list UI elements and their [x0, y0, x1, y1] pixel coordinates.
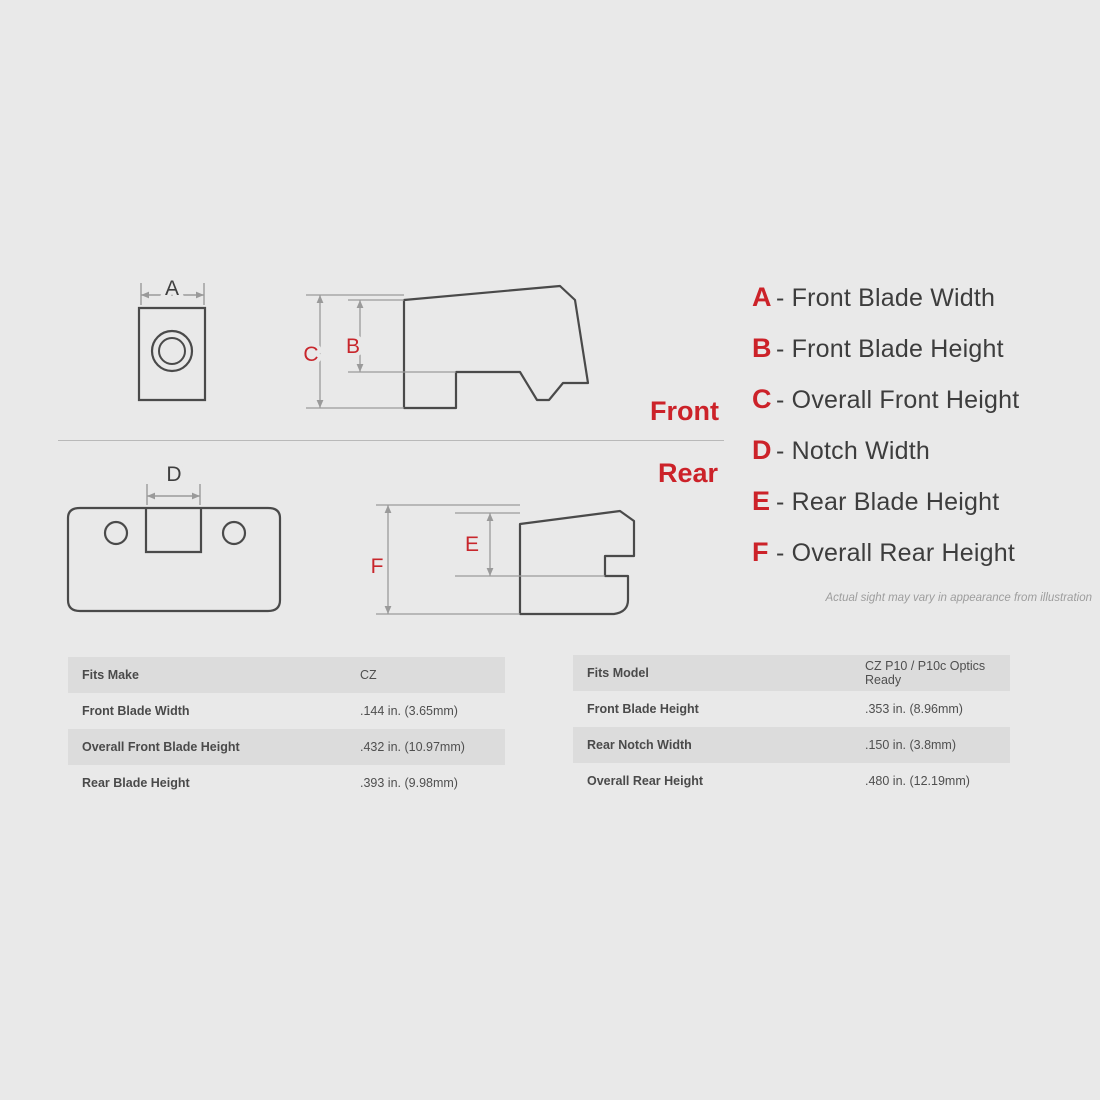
legend-letter-f: F — [752, 537, 769, 567]
spec-value: .144 in. (3.65mm) — [360, 704, 458, 718]
rear-sight-face-view — [68, 484, 280, 611]
callout-d-label: D — [166, 463, 182, 486]
legend-letter-c: C — [752, 384, 772, 414]
legend-item-e — [752, 486, 1092, 537]
spec-value: .432 in. (10.97mm) — [360, 740, 465, 754]
table-row — [573, 691, 1010, 727]
spec-value: .353 in. (8.96mm) — [865, 702, 963, 716]
front-sight-body-outline — [139, 308, 205, 400]
front-sight-face-view — [139, 283, 205, 400]
spec-label: Front Blade Height — [587, 702, 699, 716]
callout-b-label: B — [345, 335, 361, 358]
spec-value: CZ — [360, 668, 377, 682]
legend — [752, 282, 1092, 588]
legend-text-b: - Front Blade Height — [776, 335, 1004, 363]
legend-text-f: - Overall Rear Height — [776, 539, 1016, 567]
dim-d-arrow-left — [147, 493, 155, 500]
table-row — [573, 655, 1010, 691]
callout-a-label: A — [164, 277, 180, 300]
view-divider — [58, 440, 724, 441]
spec-label: Fits Make — [82, 668, 139, 682]
table-row — [573, 727, 1010, 763]
dim-b-arrow-top — [357, 300, 364, 308]
dim-c-arrow-top — [317, 295, 324, 303]
callout-c-label: C — [303, 343, 319, 366]
spec-label: Fits Model — [587, 666, 649, 680]
dim-e-arrow-top — [487, 513, 494, 521]
legend-item-b — [752, 333, 1092, 384]
legend-text-e: - Rear Blade Height — [776, 488, 1000, 516]
rear-sight-dot-left — [105, 522, 127, 544]
spec-label: Overall Rear Height — [587, 774, 704, 788]
dim-c-arrow-bottom — [317, 400, 324, 408]
disclaimer-text: Actual sight may vary in appearance from illustration — [825, 592, 1092, 604]
spec-value: .480 in. (12.19mm) — [865, 774, 970, 788]
spec-table-left — [68, 657, 505, 801]
front-view-label: Front — [650, 396, 719, 426]
legend-item-d — [752, 435, 1092, 486]
dim-a-arrow-left — [141, 292, 149, 299]
legend-letter-b: B — [752, 333, 772, 363]
legend-letter-e: E — [752, 486, 771, 516]
legend-letter-d: D — [752, 435, 772, 465]
rear-sight-body-outline — [68, 508, 280, 611]
spec-value: .393 in. (9.98mm) — [360, 776, 458, 790]
dim-a-arrow-right — [196, 292, 204, 299]
legend-item-a — [752, 282, 1092, 333]
legend-letter-a: A — [752, 282, 772, 312]
callout-e-label: E — [464, 533, 480, 556]
table-row — [68, 765, 505, 801]
legend-item-c — [752, 384, 1092, 435]
spec-label: Overall Front Blade Height — [82, 740, 240, 754]
spec-table-right — [573, 655, 1010, 799]
table-row — [68, 657, 505, 693]
dim-d-arrow-right — [192, 493, 200, 500]
rear-sight-profile-outline — [520, 511, 634, 614]
spec-value: .150 in. (3.8mm) — [865, 738, 957, 752]
rear-sight-profile-view — [376, 505, 634, 614]
table-row — [68, 729, 505, 765]
spec-label: Front Blade Width — [82, 704, 190, 718]
rear-view-label: Rear — [658, 458, 719, 488]
front-sight-profile-outline — [404, 286, 588, 408]
spec-value: CZ P10 / P10c Optics Ready — [865, 659, 986, 687]
dim-b-arrow-bottom — [357, 364, 364, 372]
legend-item-f — [752, 537, 1092, 588]
legend-text-a: - Front Blade Width — [776, 284, 996, 312]
dim-f-arrow-top — [385, 505, 392, 513]
dim-e-arrow-bottom — [487, 568, 494, 576]
table-row — [573, 763, 1010, 799]
legend-text-c: - Overall Front Height — [776, 386, 1020, 414]
rear-sight-notch-outline — [146, 508, 201, 552]
spec-label: Rear Notch Width — [587, 738, 692, 752]
spec-label: Rear Blade Height — [82, 776, 190, 790]
front-sight-dot-inner — [159, 338, 185, 364]
callout-f-label: F — [370, 555, 384, 578]
table-row — [68, 693, 505, 729]
dim-f-arrow-bottom — [385, 606, 392, 614]
legend-text-d: - Notch Width — [776, 437, 931, 465]
rear-sight-dot-right — [223, 522, 245, 544]
